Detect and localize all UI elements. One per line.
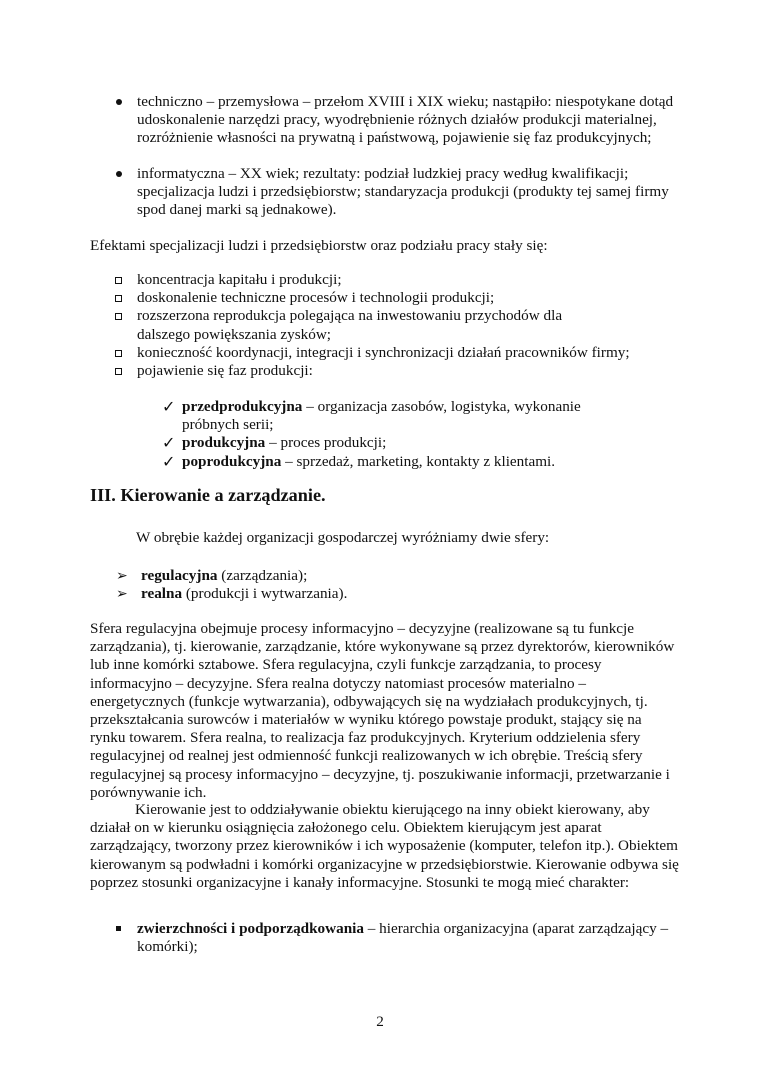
- effects-intro: Efektami specjalizacji ludzi i przedsiębiorstw oraz podziału pracy stały się:: [90, 237, 548, 254]
- list-item: doskonalenie techniczne procesów i technologii produkcji;: [137, 289, 495, 307]
- spheres-list: [90, 567, 680, 603]
- paragraph-regulatory-sphere: Sfera regulacyjna obejmuje procesy informacyjno – decyzyjne (realizowane są tu funkcje zarządzania), tj. kierowanie, zarządzanie, które wykonywane są przez dyrektorów, kierowników lub inne komórki sztabowe. Sfera regulacyjna, czyli funkcje zarządzania, to procesy informacyjno – decyzyjne. Sfera realna dotyczy natomiast procesów materialno – energetycznych (funkcje wytwarzania), odbywających się na wydziałach produkcyjnych, tj. przekształcania surowców i materiałów w wyniku którego powstaje produkt, stający się na rynku towarem. Sfera realna, to realizacja faz produkcyjnych. Kryterium oddzielenia sfery regulacyjnej od realnej jest odmienność funkcji realizowanych w ich obrębie. Treścią sfery regulacyjnej są procesy informacyjno – decyzyjne, tj. poszukiwanie informacji, przetwarzanie i porównywanie ich.: [90, 620, 675, 801]
- section-heading: III. Kierowanie a zarządzanie.: [90, 485, 326, 505]
- list-item: ➢ realna (produkcji i wytwarzania).: [116, 585, 348, 603]
- arrow-bullet-icon: ➢: [116, 568, 128, 584]
- phases-list: [90, 398, 680, 471]
- checkmark-icon: ✓: [162, 433, 176, 453]
- intro-bullet-list: [90, 93, 680, 220]
- list-item: ➢ regulacyjna (zarządzania);: [116, 567, 308, 584]
- list-item: koncentracja kapitału i produkcji;: [137, 271, 342, 288]
- list-item: ✓ produkcyjna – proces produkcji;: [162, 433, 387, 453]
- list-item: rozszerzona reprodukcja polegająca na inwestowaniu przychodów dla dalszego powiększania zysków;: [137, 307, 563, 343]
- paragraph-management: Kierowanie jest to oddziaływanie obiektu kierującego na inny obiekt kierowany, aby działał on w kierunku osiągnięcia założonego celu. Obiektem kierującym jest aparat zarządzający, tworzony przez kierowników i ich wyposażenie (komputer, telefon itp.). Obiektem kierowanym są podwładni i komórki organizacyjne w przedsiębiorstwie. Kierowanie odbywa się poprzez stosunki organizacyjne i kanały informacyjne. Stosunki te mogą mieć charakter:: [90, 801, 679, 891]
- effects-list: [90, 271, 680, 380]
- list-item: informatyczna – XX wiek; rezultaty: podział ludzkiej pracy według kwalifikacji; specjalizacja ludzi i przedsiębiorstw; standaryzacja produkcji (produkty tej samej firmy spod danej marki są jednakowe).: [137, 165, 669, 219]
- list-item: konieczność koordynacji, integracji i synchronizacji działań pracowników firmy;: [137, 343, 630, 361]
- list-item: techniczno – przemysłowa – przełom XVIII i XIX wieku; nastąpiło: niespotykane dotąd udoskonalenie narzędzi pracy, wyodrębnienie różnych działów produkcji materialnej, rozróżnienie własności na prywatną i państwową, pojawienie się faz produkcyjnych;: [137, 93, 674, 147]
- checkmark-icon: ✓: [162, 397, 176, 416]
- page-number: 2: [376, 1013, 384, 1030]
- list-item: ✓ poprodukcyjna – sprzedaż, marketing, kontakty z klientami.: [162, 451, 556, 471]
- list-item: ✓ przedprodukcyjna – organizacja zasobów, logistyka, wykonanie próbnych serii;: [162, 397, 581, 434]
- list-item: zwierzchności i podporządkowania – hierarchia organizacyjna (aparat zarządzający – komórki);: [137, 920, 669, 956]
- relations-list: [90, 920, 680, 956]
- arrow-bullet-icon: ➢: [116, 586, 128, 603]
- checkmark-icon: ✓: [162, 451, 176, 471]
- list-item: pojawienie się faz produkcji:: [137, 362, 313, 380]
- spheres-intro: W obrębie każdej organizacji gospodarczej wyróżniamy dwie sfery:: [136, 529, 550, 546]
